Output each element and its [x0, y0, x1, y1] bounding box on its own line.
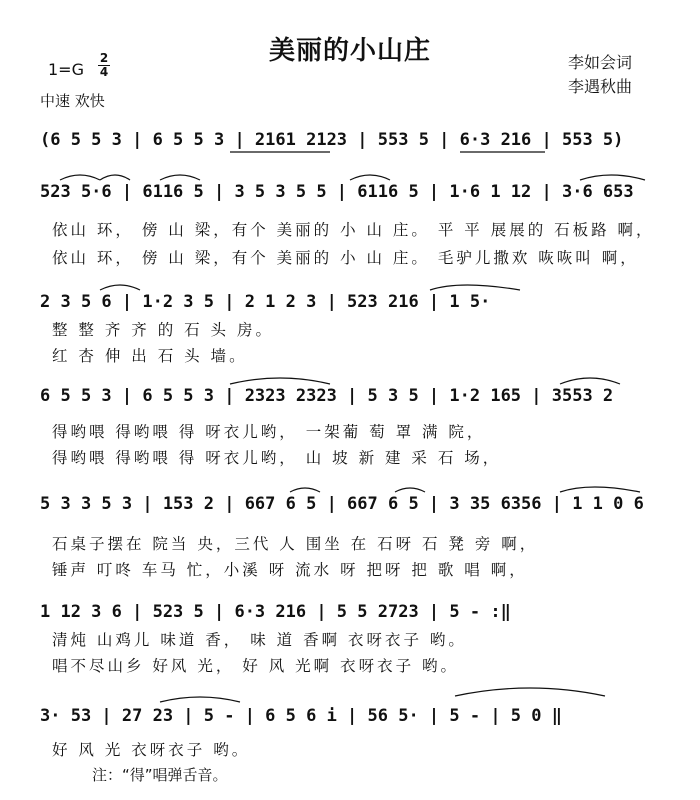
- lyric-verse-2: 得哟喂 得哟喂 得 呀衣儿哟， 山 坡 新 建 采 石 场，: [52, 449, 502, 467]
- key-signature: 1=G: [48, 60, 84, 79]
- slur: [290, 488, 320, 492]
- notes-line: 3· 53 | 27 23 | 5 - | 6 5 6 i | 56 5· | 5 - | 5 0 ‖: [40, 706, 562, 726]
- lyric-verse-2: 唱不尽山乡 好风 光， 好 风 光啊 衣呀衣子 哟。: [52, 657, 459, 675]
- slur: [580, 175, 645, 180]
- slur: [560, 378, 620, 384]
- lyric-verse-2: 红 杏 伸 出 石 头 墙。: [52, 347, 248, 365]
- slur: [100, 285, 140, 290]
- tempo-marking: 中速 欢快: [40, 92, 105, 110]
- lyric-verse-1: 清炖 山鸡儿 味道 香， 味 道 香啊 衣呀衣子 哟。: [52, 631, 467, 649]
- notes-line: 5 3 3 5 3 | 153 2 | 667 6 5 | 667 6 5 | 3 35 6356 | 1 1 0 6: [40, 494, 644, 514]
- lyric-verse-2: 锤声 叮咚 车马 忙，小溪 呀 流水 呀 把呀 把 歌 唱 啊，: [52, 561, 528, 579]
- notes-line: 2 3 5 6 | 1·2 3 5 | 2 1 2 3 | 523 216 | 1 5·: [40, 292, 491, 312]
- notes-line: 523 5·6 | 6116 5 | 3 5 3 5 5 | 6116 5 | 1·6 1 12 | 3·6 653: [40, 182, 634, 202]
- lyric-verse-1: 石桌子摆在 院当 央，三代 人 围坐 在 石呀 石 凳 旁 啊，: [52, 535, 539, 553]
- notes-line: (6 5 5 3 | 6 5 5 3 | 2161 2123 | 553 5 | 6·3 216 | 553 5): [40, 130, 624, 150]
- lyric-verse-1: 整 整 齐 齐 的 石 头 房。: [52, 321, 274, 339]
- slur: [455, 688, 605, 696]
- notes-line: 1 12 3 6 | 523 5 | 6·3 216 | 5 5 2723 | 5 - :‖: [40, 602, 511, 622]
- song-title: 美丽的小山庄: [268, 36, 431, 66]
- slur: [60, 175, 100, 180]
- composer-credit: 李遇秋曲: [568, 77, 633, 96]
- lyric-verse-1: 好 风 光 衣呀衣子 哟。: [52, 741, 251, 759]
- time-signature-top: 2: [99, 51, 109, 65]
- slur: [430, 285, 520, 290]
- lyric-verse-2: 依山 环， 傍 山 梁，有个 美丽的 小 山 庄。 毛驴儿撒欢 咴咴叫 啊，: [52, 249, 639, 267]
- lyric-verse-1: 得哟喂 得哟喂 得 呀衣儿哟， 一架葡 萄 罩 满 院，: [52, 423, 486, 441]
- footnote: 注：“得”唱弹舌音。: [92, 766, 228, 784]
- slur: [100, 175, 130, 180]
- time-signature-bottom: 4: [99, 65, 109, 79]
- notes-line: 6 5 5 3 | 6 5 5 3 | 2323 2323 | 5 3 5 | 1·2 165 | 3553 2: [40, 386, 614, 406]
- slur: [395, 488, 425, 492]
- lyric-verse-1: 依山 环， 傍 山 梁，有个 美丽的 小 山 庄。 平 平 展展的 石板路 啊，: [52, 221, 655, 239]
- slur: [230, 378, 330, 384]
- slur: [160, 697, 240, 702]
- slur: [560, 487, 640, 492]
- slur: [350, 175, 390, 180]
- slur: [160, 175, 200, 180]
- lyricist-credit: 李如会词: [568, 53, 633, 72]
